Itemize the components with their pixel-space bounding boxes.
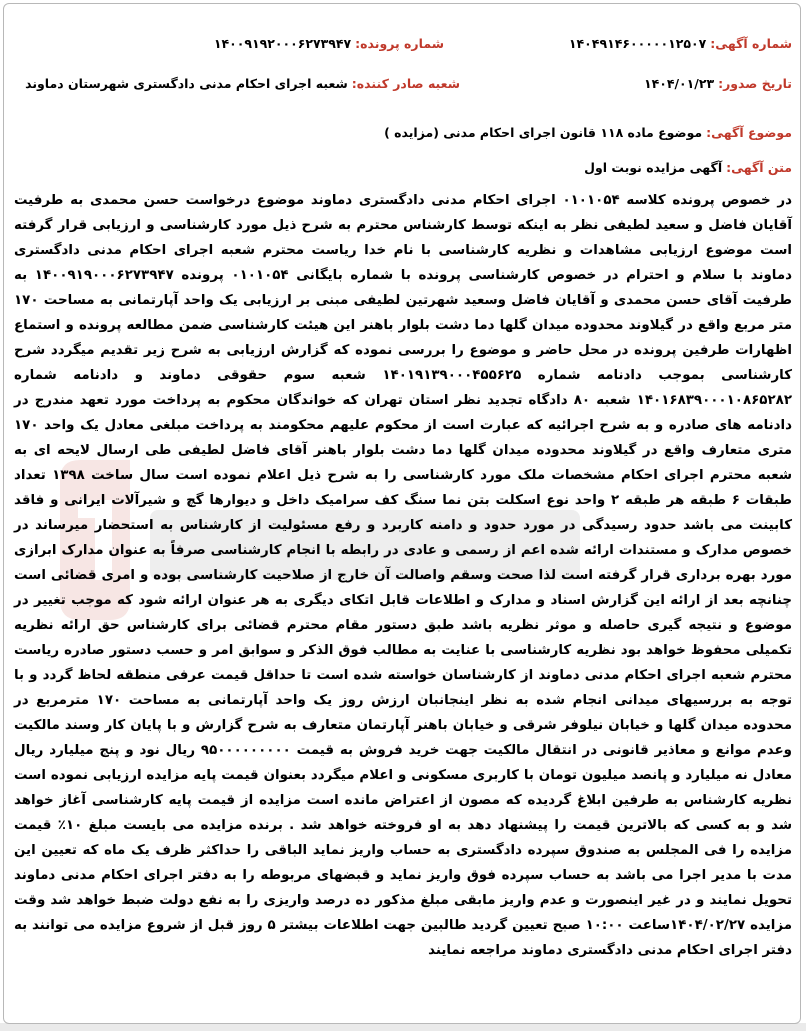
case-number-label: شماره پرونده: <box>355 36 444 51</box>
page-bottom-edge <box>0 1023 806 1031</box>
notice-text-row <box>584 160 792 175</box>
notice-text-title: آگهی مزایده نوبت اول <box>584 160 723 175</box>
subject: موضوع ماده ۱۱۸ قانون اجرای احکام مدنی (مزایده ) <box>384 125 703 140</box>
issuer-row <box>25 76 460 91</box>
case-number-row <box>214 36 444 51</box>
subject-row <box>384 125 792 140</box>
notice-number-label: شماره آگهی: <box>710 36 792 51</box>
notice-body: در خصوص پرونده کلاسه ۰۱۰۱۰۵۴ اجرای احکام مدنی دادگستری دماوند موضوع درخواست حسن محمدی به طرفیت آقایان فاضل و سعید لطیفی نظر به اینکه توسط کارشناس محترم به شرح ذیل مورد کارشناسی و ارزیابی قرار گرفته است موضوع ارزیابی مشاهدات و نظریه کارشناسی با نام خدا ریاست محترم شعبه اجرای احکام مدنی دادگستری دماوند با سلام و احترام در خصوص کارشناسی پرونده با شماره بایگانی ۰۱۰۱۰۵۴ پرونده ۱۴۰۰۹۱۹۰۰۰۶۲۷۳۹۴۷ به طرفیت آقای حسن محمدی و آقایان فاضل وسعید شهرتین لطیفی مبنی بر ارزیابی یک واحد آپارتمانی به مساحت ۱۷۰ متر مربع واقع در گیلاوند محدوده میدان گلها دما دشت بلوار باهنر این هیئت کارشناسی ضمن مطالعه پرونده و استماع اظهارات طرفین پرونده در محل حاضر و موضوع را بررسی نموده که گزارش ارزیابی به شرح زیر تقدیم میگردد شرح کارشناسی بموجب دادنامه شماره ۱۴۰۱۹۱۳۹۰۰۰۴۵۵۶۲۵ شعبه سوم حقوقی دماوند و دادنامه شماره ۱۴۰۱۶۸۳۹۰۰۰۱۰۸۶۵۲۸۲ شعبه ۸۰ دادگاه تجدید نظر استان تهران که خواندگان محکوم به پرداخت مورد تعهد مندرج در دادنامه های صادره و به شرح اجرائیه که عبارت است از محکوم علیهم محکومند به پرداخت مبلغی معادل یک واحد ۱۷۰ متری متعارف واقع در گیلاوند محدوده میدان گلها دما دشت بلوار باهنر آقای فاضل لطیفی طی ارسال لایحه ای به شعبه محترم اجرای احکام مشخصات ملک مورد کارشناسی را به شرح ذیل اعلام نموده است سال ساخت ۱۳۹۸ تعداد طبقات ۶ طبقه هر طبقه ۲ واحد نوع اسکلت بتن نما سنگ کف سرامیک داخل و دیوارها گچ و شیرآلات ایرانی و فاقد کابینت می باشد حدود رسیدگی در مورد حدود و دامنه کاربرد و رفع مسئولیت از کارشناس به استحضار میرساند در خصوص مدارک و مستندات ارائه شده اعم از رسمی و عادی در رابطه با انجام کارشناسی صرفاً به عنوان مدارک ابرازی مورد بهره برداری قرار گرفته است لذا صحت وسقم واصالت آن خارج از صلاحیت کارشناسی بوده و امری قضائی است چنانچه بعد از ارائه این گزارش اسناد و مدارک و اطلاعات قابل اتکای دیگری به هر عنوان ارائه شود که موجب تغییر در موضوع و نتیجه گیری حاصله و موثر نظریه باشد طبق دستور مقام محترم قضائی برای کارشناس حق ارائه نظریه تکمیلی محفوظ خواهد بود نظریه کارشناسی با عنایت به مطالب فوق الذکر و سوابق امر و حسب دستور صادره ریاست محترم شعبه اجرای احکام مدنی دماوند از کارشناسان خواسته شده است تا حداقل قیمت عرفی منطقه لحاظ گردد و با توجه به بررسیهای میدانی انجام شده به نظر اینجانبان ارزش روز یک واحد آپارتمانی به مساحت ۱۷۰ مترمربع در محدوده میدان گلها و خیابان نیلوفر شرقی و خیابان باهنر آپارتمان متعارف به شرح گزارش و با پایان کار وسند مالکیت وعدم موانع و معاذیر قانونی در انتقال مالکیت جهت خرید فروش به قیمت ۹۵۰۰۰۰۰۰۰۰۰ ریال نود و پنج میلیارد ریال معادل نه میلیارد و پانصد میلیون تومان با کاربری مسکونی و اعلام میگردد بعنوان قیمت پایه مزایده ارزیابی نموده است نظریه کارشناس به طرفین ابلاغ گردیده که مصون از اعتراض مانده است مزایده از قیمت پایه کارشناسی آغاز خواهد شد و به کسی که بالاترین قیمت را پیشنهاد دهد به او فروخته خواهد شد . برنده مزایده می بایست مبلغ ۱۰٪ قیمت مزایده را فی المجلس به صندوق سپرده دادگستری به حساب واریز نماید الباقی را حداکثر ظرف یک ماه که تعیین این مدت با مدیر اجرا می باشد به حساب سپرده فوق واریز نماید و قبضهای مربوطه را به دفتر اجرای احکام مدنی دماوند تحویل نمایند و در غیر اینصورت و عدم واریز مابقی مبلغ مذکور ده درصد واریزی را به نفع دولت ضبط خواهد شد وقت مزایده ۱۴۰۴/۰۲/۲۷ساعت ۱۰:۰۰ صبح تعیین گردید طالبین جهت اطلاعات بیشتر ۵ روز قبل از شروع مزایده می توانند به دفتر اجرای احکام مدنی دادگستری دماوند مراجعه نمایند <box>14 193 793 958</box>
notice-text-label: متن آگهی: <box>726 160 792 175</box>
issue-date-label: تاریخ صدور: <box>718 76 792 91</box>
issue-date: ۱۴۰۴/۰۱/۲۳ <box>643 76 715 91</box>
issuer-label: شعبه صادر کننده: <box>351 76 460 91</box>
notice-number-row <box>569 36 792 51</box>
notice-number: ۱۴۰۴۹۱۴۶۰۰۰۰۰۱۲۵۰۷ <box>568 36 707 51</box>
issue-date-row <box>644 76 792 91</box>
case-number: ۱۴۰۰۹۱۹۲۰۰۰۶۲۷۳۹۴۷ <box>213 36 352 51</box>
subject-label: موضوع آگهی: <box>706 125 792 140</box>
issuer: شعبه اجرای احکام مدنی دادگستری شهرستان دماوند <box>25 76 348 91</box>
